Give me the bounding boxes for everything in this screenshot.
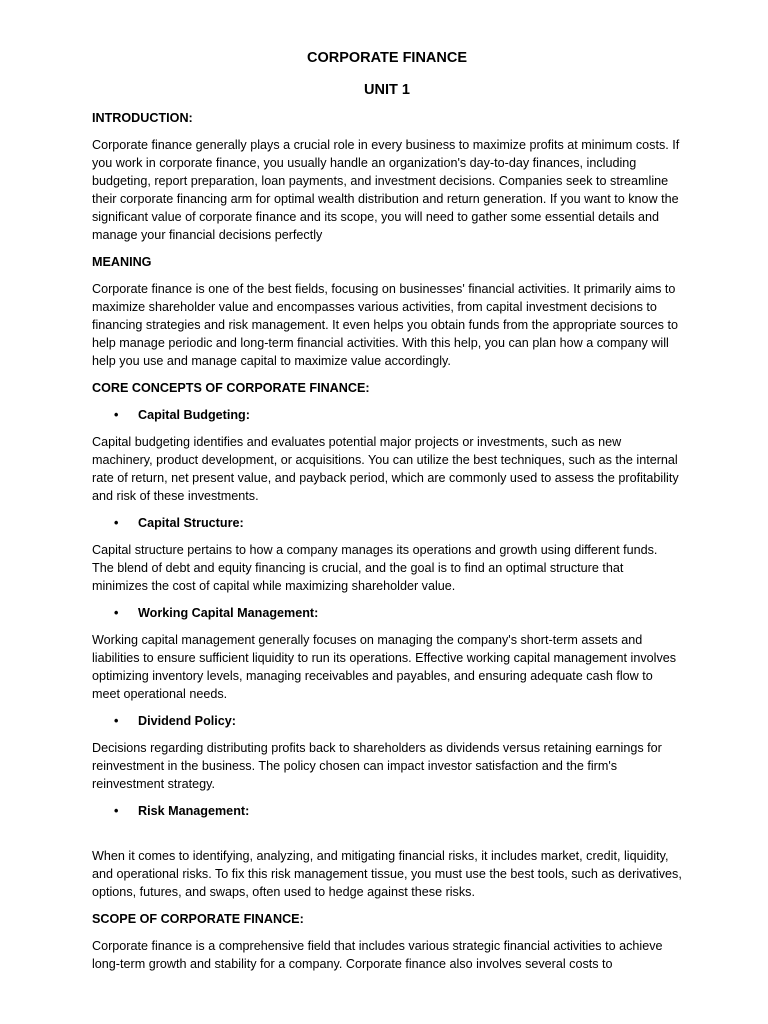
core-concepts-heading: CORE CONCEPTS OF CORPORATE FINANCE: xyxy=(92,381,370,395)
meaning-paragraph: Corporate finance is one of the best fields, focusing on businesses' financial activities. It primarily aims to maximize shareholder value and encompasses various activities, from capital investment decisions to financing strategies and risk management. It even helps you obtain funds from the appropriate sources to help manage periodic and long-term financial activities. With this help, you can plan how a company will help you use and manage capital to maximize value accordingly. xyxy=(92,282,678,368)
bullet-dot: • xyxy=(114,606,119,620)
bullet-label: Capital Structure: xyxy=(138,516,244,530)
dividend-policy-paragraph: Decisions regarding distributing profits back to shareholders as dividends versus retaining earnings for reinvestment in the business. The policy chosen can impact investor satisfaction and the firm's reinvestment strategy. xyxy=(92,741,662,791)
bullet-label: Dividend Policy: xyxy=(138,714,236,728)
bullet-label: Capital Budgeting: xyxy=(138,408,250,422)
capital-structure-paragraph: Capital structure pertains to how a company manages its operations and growth using different funds. The blend of debt and equity financing is crucial, and the goal is to find an optimal structure that minimizes the cost of capital while maximizing shareholder value. xyxy=(92,543,658,593)
document-page xyxy=(92,48,682,982)
capital-budgeting-paragraph: Capital budgeting identifies and evaluates potential major projects or investments, such as new machinery, product development, or acquisitions. You can utilize the best techniques, such as the internal rate of return, net present value, and payback period, which are commonly used to assess the profitability and risk of these investments. xyxy=(92,435,679,503)
bullet-dot: • xyxy=(114,714,119,728)
document-title: CORPORATE FINANCE xyxy=(306,50,468,66)
bullet-label: Risk Management: xyxy=(138,804,250,818)
scope-paragraph: Corporate finance is a comprehensive field that includes various strategic financial activities to achieve long-term growth and stability for a company. Corporate finance also involves several costs to xyxy=(92,939,663,971)
bullet-capital-structure xyxy=(92,514,682,532)
bullet-dot: • xyxy=(114,516,119,530)
meaning-heading: MEANING xyxy=(92,255,152,269)
bullet-dot: • xyxy=(114,804,119,818)
introduction-heading: INTRODUCTION: xyxy=(92,111,193,125)
bullet-risk-management xyxy=(92,802,682,820)
bullet-label: Working Capital Management: xyxy=(138,606,319,620)
scope-heading: SCOPE OF CORPORATE FINANCE: xyxy=(92,912,304,926)
unit-heading: UNIT 1 xyxy=(364,82,410,98)
blank-line xyxy=(92,829,682,847)
introduction-paragraph: Corporate finance generally plays a crucial role in every business to maximize profits at minimum costs. If you work in corporate finance, you usually handle an organization's day-to-day finances, including budgeting, report preparation, loan payments, and investment decisions. Companies seek to streamline their corporate financing arm for optimal wealth distribution and return generation. If you want to know the significant value of corporate finance and its scope, you will need to gather some essential details and manage your financial decisions perfectly xyxy=(92,138,680,242)
bullet-dividend-policy xyxy=(92,712,682,730)
working-capital-management-paragraph: Working capital management generally focuses on managing the company's short-term assets and liabilities to ensure sufficient liquidity to run its operations. Effective working capital management involves optimizing inventory levels, managing receivables and payables, and ensuring adequate cash flow to meet operational needs. xyxy=(92,633,677,701)
bullet-dot: • xyxy=(114,408,119,422)
risk-management-paragraph: When it comes to identifying, analyzing, and mitigating financial risks, it includes market, credit, liquidity, and operational risks. To fix this risk management tissue, you must use the best tools, such as derivatives, options, futures, and swaps, often used to hedge against these risks. xyxy=(92,849,682,899)
bullet-capital-budgeting xyxy=(92,406,682,424)
bullet-working-capital-management xyxy=(92,604,682,622)
